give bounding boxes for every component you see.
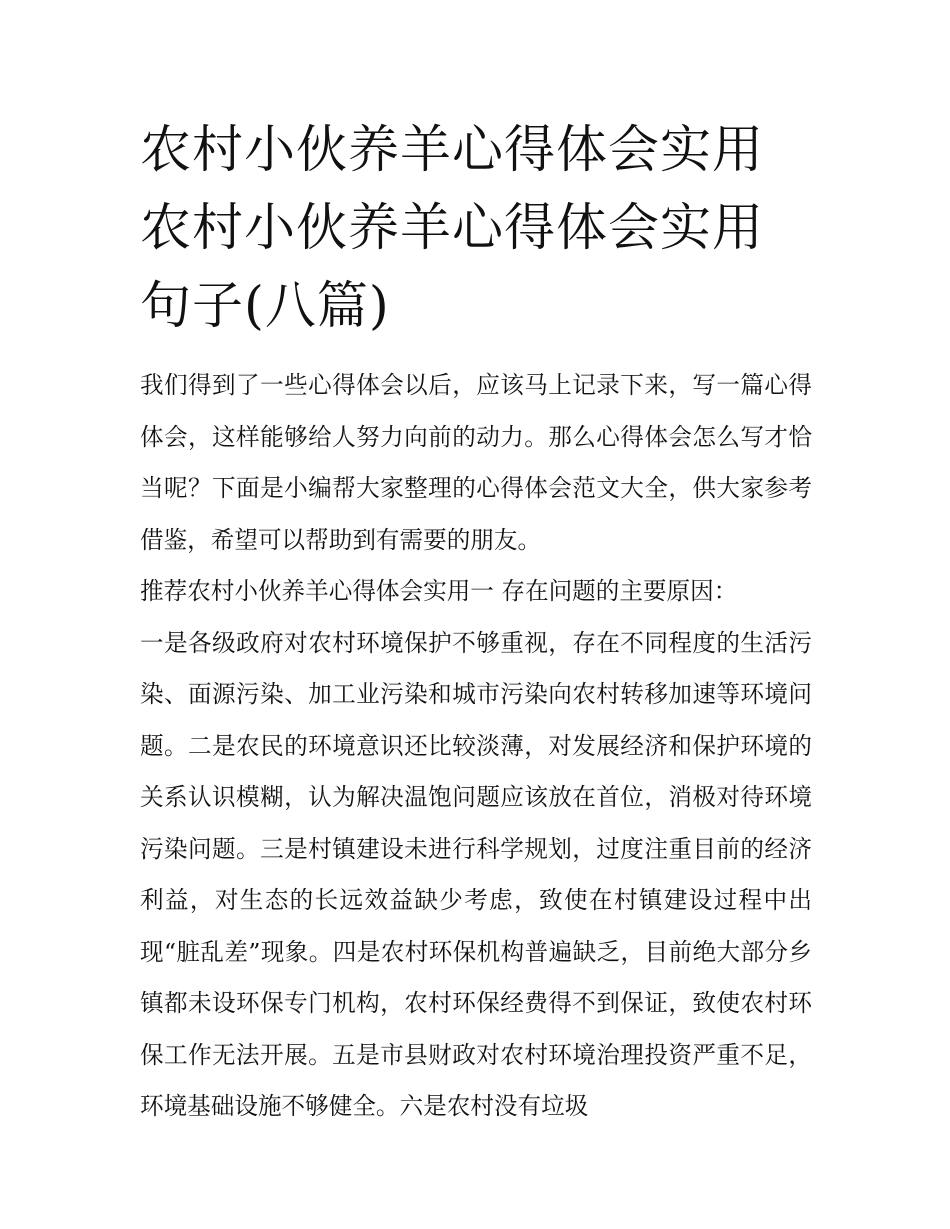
intro-paragraph: 我们得到了一些心得体会以后，应该马上记录下来，写一篇心得体会，这样能够给人努力向前的动力。那么心得体会怎么写才恰当呢？下面是小编帮大家整理的心得体会范文大全，供大家参考借鉴，希望可以帮助到有需要的朋友。 [140,371,812,554]
document-page [140,112,812,1133]
section-heading: 推荐农村小伙养羊心得体会实用一 存在问题的主要原因： [140,577,738,605]
body-paragraph: 一是各级政府对农村环境保护不够重视，存在不同程度的生活污染、面源污染、加工业污染和城市污染向农村转移加速等环境问题。二是农民的环境意识还比较淡薄，对发展经济和保护环境的关系认识模糊，认为解决温饱问题应该放在首位，消极对待环境污染问题。三是村镇建设未进行科学规划，过度注重目前的经济利益，对生态的长远效益缺少考虑，致使在村镇建设过程中出现“脏乱差”现象。四是农村环保机构普遍缺乏，目前绝大部分乡镇都未设环保专门机构，农村环保经费得不到保证，致使农村环保工作无法开展。五是市县财政对农村环境治理投资严重不足，环境基础设施不够健全。六是农村没有垃圾 [140,628,812,1120]
document-title: 农村小伙养羊心得体会实用 农村小伙养羊心得体会实用句子(八篇) [140,121,765,336]
